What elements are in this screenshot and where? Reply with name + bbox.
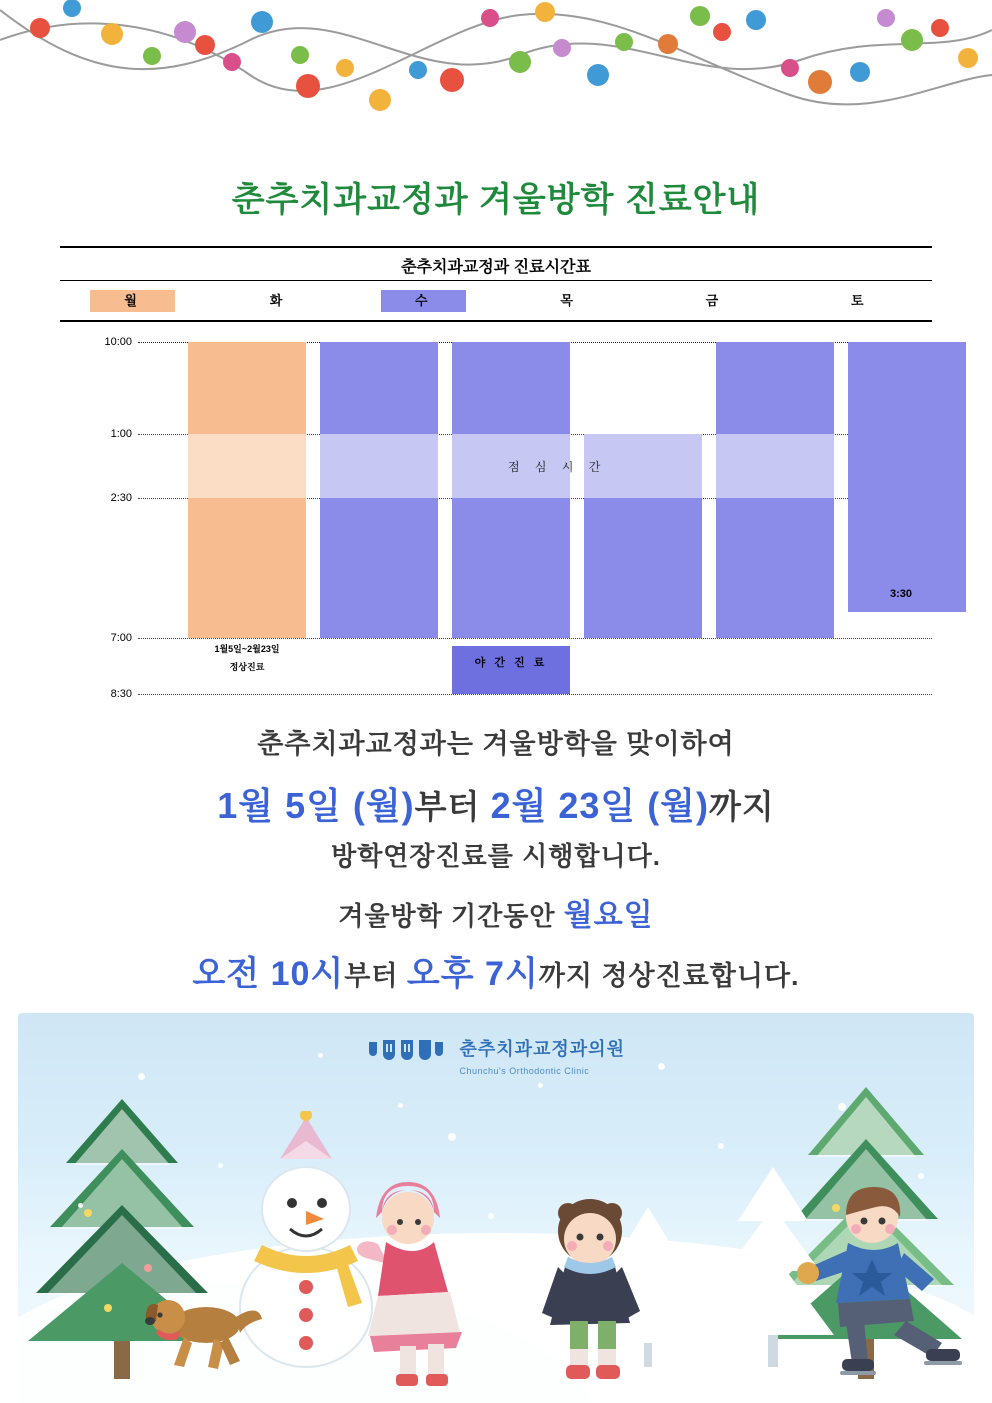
day-header-sat-label: 토 (851, 293, 868, 308)
message-line-3: 방학연장진료를 시행합니다. (331, 841, 661, 871)
monday-note-line1: 1월5일~2월23일 (214, 644, 280, 654)
snowflake (658, 1063, 665, 1070)
chart-plot-area (60, 336, 932, 702)
bar-tue-afternoon (320, 498, 438, 638)
bar-mon-afternoon (188, 498, 306, 638)
bar-tue-morning (320, 342, 438, 434)
message-line-5-suffix: 까지 정상진료합니다. (538, 961, 800, 991)
y-tick-700: 7:00 (110, 632, 132, 644)
day-header-fri (641, 282, 786, 320)
chart-top-divider (60, 246, 932, 248)
message-line-2 (0, 778, 992, 829)
snowflake (448, 1133, 456, 1141)
chart-title: 춘추치과교정과 진료시간표 (401, 259, 591, 276)
day-header-mon (60, 282, 205, 320)
y-tick-830: 8:30 (110, 688, 132, 700)
sat-close-label: 3:30 (890, 588, 913, 600)
message-line-5-close-time: 오후 7시 (406, 955, 539, 993)
page-title: 춘추치과교정과 겨울방학 진료안내 (231, 181, 761, 219)
message-line-4-prefix: 겨울방학 기간동안 (338, 901, 564, 931)
message-line-5-from: 부터 (344, 961, 407, 991)
bar-tue-lunch (320, 434, 438, 498)
bar-thu-afternoon (584, 498, 702, 638)
snowflake (838, 1103, 846, 1111)
message-line-4 (0, 890, 992, 934)
snowflake (488, 1213, 494, 1219)
message-line-2-end-date: 2월 23일 (월) (490, 785, 709, 826)
snowflake (718, 1143, 724, 1149)
snowflake (918, 1173, 924, 1179)
snowflake (318, 1053, 323, 1058)
bar-wed-morning (452, 342, 570, 434)
bar-column-sat (848, 342, 966, 702)
clinic-name-en: Chunchu's Orthodontic Clinic (459, 1066, 590, 1076)
lunch-time-label: 점 심 시 간 (508, 460, 607, 474)
chart-header-divider (60, 320, 932, 322)
monday-note-line2: 정상진료 (229, 662, 265, 672)
bar-sat-day (848, 342, 966, 612)
message-line-2-start-date: 1월 5일 (월) (217, 785, 415, 826)
child-pink (356, 1178, 496, 1388)
message-line-5-open-time: 오전 10시 (192, 955, 345, 993)
y-tick-230: 2:30 (110, 492, 132, 504)
child-blue-skating (786, 1181, 966, 1391)
tooth-logo-icon (367, 1038, 447, 1077)
bar-fri-morning (716, 342, 834, 434)
message-line-4-day: 월요일 (563, 899, 654, 932)
bar-fri-lunch (716, 434, 834, 498)
chart-title-divider (60, 280, 932, 281)
message-line-5 (0, 946, 992, 995)
y-tick-1000: 10:00 (104, 336, 132, 348)
snowflake (398, 1103, 403, 1108)
bar-column-tue (320, 342, 438, 702)
day-header-wed-label: 수 (381, 290, 466, 312)
child-brown (526, 1191, 656, 1387)
snowflake (218, 1163, 223, 1168)
snowflake (538, 1083, 543, 1088)
day-header-thu (496, 282, 641, 320)
day-header-mon-label: 월 (90, 290, 175, 312)
night-care-label: 야 간 진 료 (474, 657, 548, 669)
chart-day-headers (60, 282, 932, 320)
dog (136, 1281, 266, 1381)
day-header-fri-label: 금 (705, 293, 723, 308)
day-header-tue-label: 화 (269, 293, 287, 308)
winter-illustration (18, 1013, 974, 1403)
clinic-logo-text (459, 1035, 625, 1079)
garland-decoration (0, 0, 992, 120)
bar-column-thu (584, 342, 702, 702)
day-header-sat (787, 282, 932, 320)
day-header-tue (205, 282, 350, 320)
day-header-wed (351, 282, 496, 320)
bar-mon-lunch (188, 434, 306, 498)
message-line-1: 춘추치과교정과는 겨울방학을 맞이하여 (257, 729, 735, 759)
message-line-2-from: 부터 (414, 788, 491, 825)
bar-column-fri (716, 342, 834, 702)
bar-column-wed (452, 342, 570, 702)
clinic-logo (18, 1035, 974, 1079)
schedule-chart (60, 246, 932, 708)
bar-fri-afternoon (716, 498, 834, 638)
chart-bars (138, 342, 932, 702)
clinic-name-kr: 춘추치과교정과의원 (459, 1039, 625, 1059)
snowflake (138, 1073, 145, 1080)
message-line-2-until: 까지 (708, 788, 775, 825)
snowflake (78, 1203, 83, 1208)
bar-mon-morning (188, 342, 306, 434)
chart-y-axis (60, 336, 138, 702)
day-header-thu-label: 목 (560, 293, 577, 308)
bar-wed-afternoon (452, 498, 570, 638)
y-tick-100: 1:00 (110, 428, 132, 440)
